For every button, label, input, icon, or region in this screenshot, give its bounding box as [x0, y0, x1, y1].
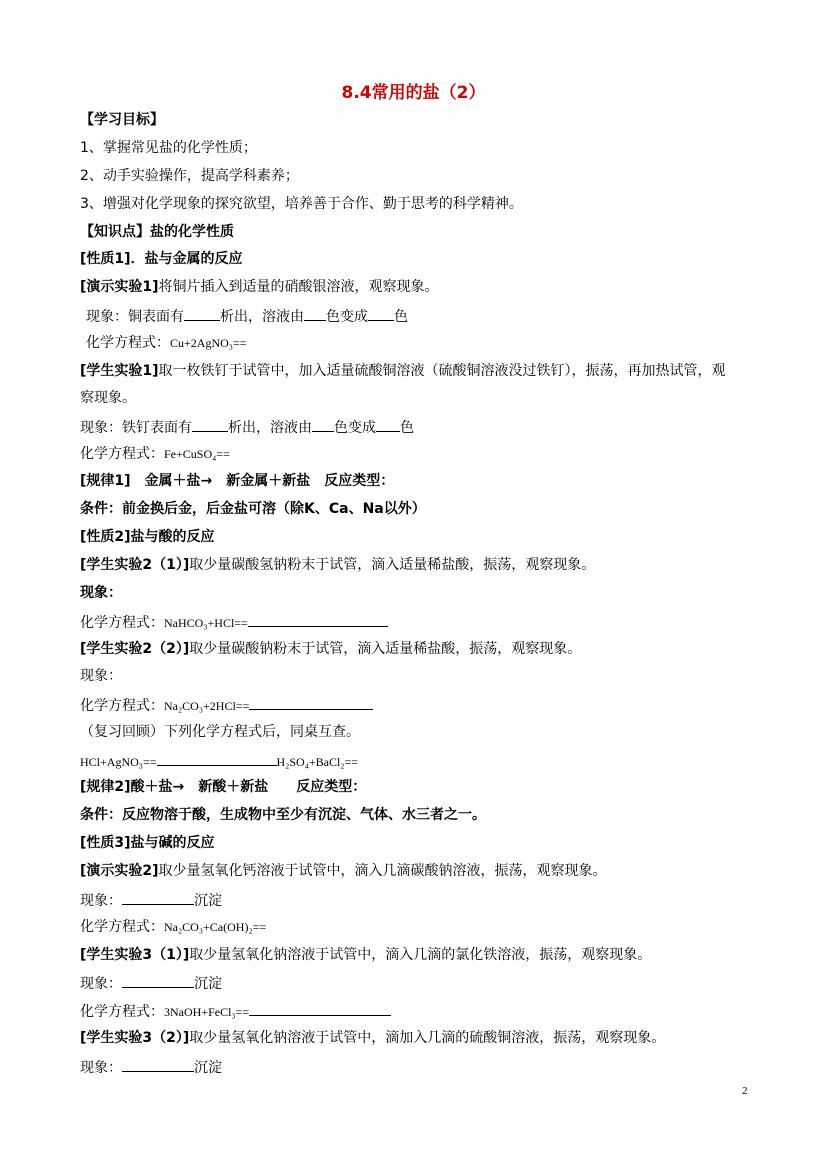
- objective-item: 1、掌握常见盐的化学性质；: [80, 140, 257, 156]
- equation: 3NaOH+FeCl₃==: [164, 1005, 250, 1019]
- equation: Na₂CO₃+2HCl==: [164, 699, 250, 713]
- answer-blank[interactable]: [376, 417, 400, 432]
- page-number: 2: [742, 1085, 748, 1097]
- student-experiment-2-1: [80, 556, 760, 574]
- knowledge-heading: 【知识点】盐的化学性质: [80, 224, 234, 240]
- property-1-heading: [性质1]．盐与金属的反应: [80, 251, 243, 267]
- page-title: 8.4常用的盐（2）: [341, 83, 486, 103]
- answer-blank[interactable]: [157, 751, 277, 766]
- condition-2: 条件：反应物溶于酸，生成物中至少有沉淀、气体、水三者之一。: [80, 807, 486, 823]
- answer-blank[interactable]: [122, 973, 194, 988]
- equation: Cu+2AgNO₃==: [170, 336, 247, 350]
- review-line: （复习回顾）下列化学方程式后，同桌互查。: [80, 724, 360, 740]
- experiment-text: 取少量碳酸氢钠粉末于试管，滴入适量稀盐酸，振荡，观察现象。: [189, 557, 596, 573]
- observation-line: 现象：铜表面有 析出，溶液由 色变成 色: [86, 306, 766, 326]
- equation: Na₂CO₃+Ca(OH)₂==: [164, 920, 267, 934]
- rule-1: [规律1] 金属＋盐→ 新金属＋新盐 反应类型：: [80, 473, 395, 489]
- demo-experiment-2: [80, 862, 760, 880]
- student-experiment-3-1: [80, 946, 760, 964]
- experiment-label: [学生实验2（2）]: [80, 641, 190, 657]
- answer-blank[interactable]: [122, 890, 194, 905]
- condition-1: 条件：前金换后金，后金盐可溶（除K、Ca、Na以外）: [80, 501, 426, 517]
- equation: Fe+CuSO₄==: [164, 447, 230, 461]
- experiment-label: [学生实验3（2）]: [80, 1030, 190, 1046]
- observation-line: 现象： 沉淀: [80, 1057, 760, 1077]
- objective-item: 3、增强对化学现象的探究欲望，培养善于合作、勤于思考的科学精神。: [80, 196, 523, 212]
- rule-2: [规律2]酸＋盐→ 新酸＋新盐 反应类型：: [80, 779, 367, 795]
- experiment-text: 取少量氢氧化钠溶液于试管中，滴入几滴的氯化铁溶液，振荡，观察现象。: [189, 947, 652, 963]
- answer-blank[interactable]: [192, 417, 228, 432]
- answer-blank[interactable]: [304, 306, 326, 321]
- observation-line: 现象：: [80, 585, 122, 601]
- experiment-text: 将铜片插入到适量的硝酸银溶液，观察现象。: [158, 279, 439, 295]
- equation-line: 化学方程式：NaHCO₃+HCl==: [80, 612, 760, 632]
- observation-line: 现象：: [80, 668, 122, 684]
- answer-blank[interactable]: [249, 1001, 391, 1016]
- experiment-label: [演示实验2]: [80, 863, 159, 879]
- answer-blank[interactable]: [312, 417, 334, 432]
- student-experiment-1: [80, 362, 760, 380]
- answer-blank[interactable]: [368, 306, 394, 321]
- experiment-text: 取少量碳酸钠粉末于试管，滴入适量稀盐酸，振荡，观察现象。: [189, 641, 582, 657]
- student-experiment-3-2: [80, 1029, 760, 1047]
- equation-line: [80, 751, 760, 771]
- answer-blank[interactable]: [122, 1057, 194, 1072]
- experiment-label: [学生实验1]: [80, 363, 159, 379]
- observation-line: 现象：铁钉表面有 析出，溶液由 色变成 色: [80, 417, 760, 437]
- experiment-text: 取一枚铁钉于试管中，加入适量硫酸铜溶液（硫酸铜溶液没过铁钉），振荡，再加热试管，观: [158, 363, 726, 379]
- equation: HCl+AgNO₃==: [80, 755, 157, 769]
- experiment-text-continued: 察现象。: [80, 390, 136, 406]
- equation: NaHCO₃+HCl==: [164, 616, 248, 630]
- experiment-label: [学生实验2（1）]: [80, 557, 190, 573]
- experiment-label: [演示实验1]: [80, 279, 159, 295]
- answer-blank[interactable]: [184, 306, 220, 321]
- objective-item: 2、动手实验操作，提高学科素养；: [80, 168, 299, 184]
- equation-line: 化学方程式：Na₂CO₃+Ca(OH)₂==: [80, 919, 267, 935]
- equation: H₂SO₄+BaCl₂==: [276, 755, 359, 769]
- property-3-heading: [性质3]盐与碱的反应: [80, 835, 215, 851]
- equation-line: 化学方程式：3NaOH+FeCl₃==: [80, 1001, 760, 1021]
- experiment-text: 取少量氢氧化钠溶液于试管中，滴加入几滴的硫酸铜溶液，振荡，观察现象。: [189, 1030, 666, 1046]
- objectives-heading: 【学习目标】: [80, 112, 164, 128]
- equation-line: 化学方程式：Fe+CuSO₄==: [80, 446, 230, 462]
- equation-line: 化学方程式：Cu+2AgNO₃==: [86, 335, 247, 351]
- student-experiment-2-2: [80, 640, 760, 658]
- experiment-label: [学生实验3（1）]: [80, 947, 190, 963]
- answer-blank[interactable]: [249, 695, 373, 710]
- equation-line: 化学方程式：Na₂CO₃+2HCl==: [80, 695, 760, 715]
- property-2-heading: [性质2]盐与酸的反应: [80, 529, 215, 545]
- experiment-text: 取少量氢氧化钙溶液于试管中，滴入几滴碳酸钠溶液，振荡，观察现象。: [158, 863, 607, 879]
- answer-blank[interactable]: [248, 612, 388, 627]
- demo-experiment-1: [80, 278, 760, 296]
- observation-line: 现象： 沉淀: [80, 890, 760, 910]
- observation-line: 现象： 沉淀: [80, 973, 760, 993]
